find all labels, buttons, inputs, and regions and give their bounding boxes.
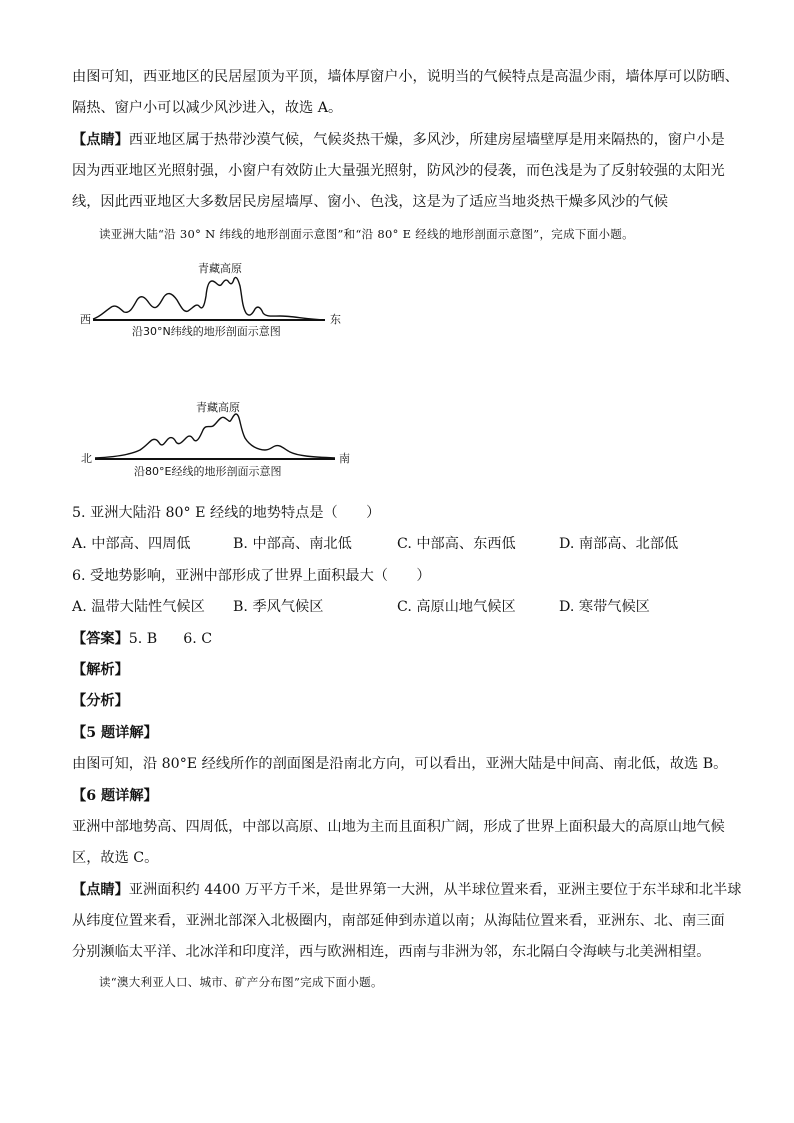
detail-6-line: 亚洲中部地势高、四周低，中部以高原、山地为主而且面积广阔，形成了世界上面积最大的高原山地气候 [72,819,725,835]
detail-6-tag: 【6 题详解】 [72,788,158,804]
direction-west-label: 西 [80,313,91,326]
answer-line [72,629,212,649]
q6-option-c: C. 高原山地气候区 [397,599,516,615]
answer-q6: 6. C [183,631,213,647]
question-6-stem: 6. 受地势影响，亚洲中部形成了世界上面积最大（ ） [72,568,431,584]
comment-line [72,880,741,900]
fenxi-tag: 【分析】 [72,693,129,709]
figure-caption: 沿30°N纬线的地形剖面示意图 [132,325,281,338]
analysis-tag: 【解析】 [72,662,129,678]
direction-east-label: 东 [330,313,341,326]
figure-caption: 沿80°E经线的地形剖面示意图 [134,465,282,478]
detail-5-tag: 【5 题详解】 [72,725,158,741]
q5-option-d: D. 南部高、北部低 [559,536,679,552]
direction-south-label: 南 [339,452,350,465]
terrain-profile-80e [95,414,335,458]
paragraph-line: 隔热、窗户小可以减少风沙进入，故选 A。 [72,100,343,116]
paragraph-line: 由图可知，西亚地区的民居屋顶为平顶，墙体厚窗户小，说明当的气候特点是高温少雨，墙体厚可以防晒、 [72,69,739,85]
q5-option-c: C. 中部高、东西低 [397,536,516,552]
q5-option-a: A. 中部高、四周低 [72,536,191,552]
q6-option-b: B. 季风气候区 [233,599,324,615]
comment-text: 亚洲面积约 4400 万平方千米，是世界第一大洲，从半球位置来看，亚洲主要位于东半球和北半球 [128,882,742,898]
q5-option-b: B. 中部高、南北低 [233,536,352,552]
comment-line: 从纬度位置来看，亚洲北部深入北极圈内，南部延伸到赤道以南；从海陆位置来看，亚洲东、北、南三面 [72,913,725,929]
detail-6-line: 区，故选 C。 [72,850,159,866]
comment-line: 分别濒临太平洋、北冰洋和印度洋，西与欧洲相连，西南与非洲为邻，东北隔白令海峡与北美洲相望。 [72,944,711,960]
instruction-text: 读“澳大利亚人口、城市、矿产分布图”完成下面小题。 [99,975,383,989]
q6-option-d: D. 寒带气候区 [559,599,650,615]
comment-text: 西亚地区属于热带沙漠气候，气候炎热干燥，多风沙，所建房屋墙壁厚是用来隔热的，窗户小是 [128,132,725,148]
comment-line: 因为西亚地区光照射强，小窗户有效防止大量强光照射，防风沙的侵袭，而色浅是为了反射较强的太阳光 [72,163,725,179]
direction-north-label: 北 [81,452,92,465]
comment-line: 线，因此西亚地区大多数居民房屋墙厚、窗小、色浅，这是为了适应当地炎热干燥多风沙的气候 [72,194,668,210]
instruction-text: 读亚洲大陆“沿 30° N 纬线的地形剖面示意图”和“沿 80° E 经线的地形剖面示意图”，完成下面小题。 [99,227,634,241]
q6-option-a: A. 温带大陆性气候区 [72,599,205,615]
answer-q5: 5. B [128,631,158,647]
peak-label: 青藏高原 [198,262,242,275]
peak-label: 青藏高原 [196,401,240,414]
comment-tag: 【点睛】 [72,132,129,148]
comment-tag: 【点睛】 [72,882,129,898]
detail-5-text: 由图可知，沿 80°E 经线所作的剖面图是沿南北方向，可以看出，亚洲大陆是中间高、南北低，故选 B。 [72,756,728,772]
answer-tag: 【答案】 [72,631,129,647]
question-5-stem: 5. 亚洲大陆沿 80° E 经线的地势特点是（ ） [72,505,381,521]
